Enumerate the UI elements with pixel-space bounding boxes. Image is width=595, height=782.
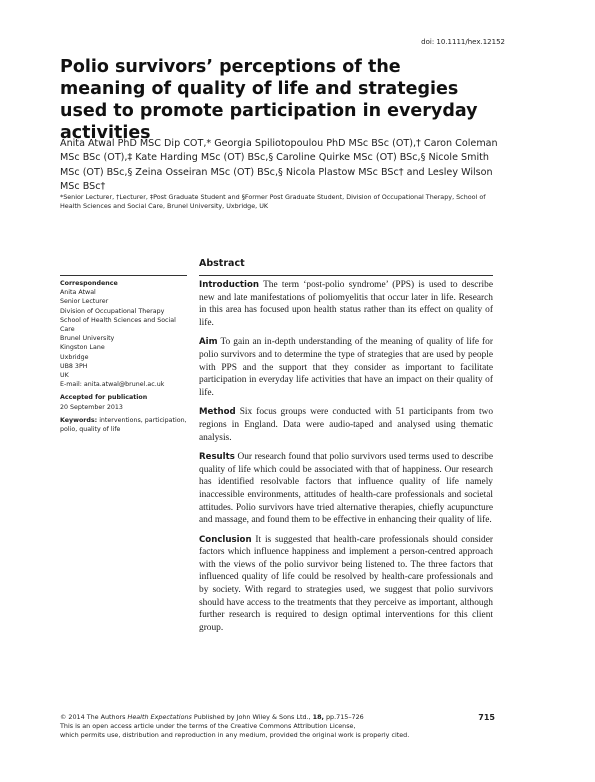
abstract-aim [199, 336, 493, 399]
abstract-conclusion [199, 534, 493, 635]
abstract-method [199, 406, 493, 444]
publisher-text: Published by John Wiley & Sons Ltd., [193, 713, 311, 721]
section-label: Method [199, 407, 236, 418]
abstract-divider [199, 275, 493, 276]
journal-name: Health Expectations [127, 713, 192, 721]
sidebar [60, 279, 192, 434]
section-text: It is suggested that health-care professionals should consider factors which influence happiness and implement a person-centred approach with the views of the polio survivor being listened to. The three factors that influenced quality of life could be resolved by health-care professionals and by society. With regard to strategies used, we suggest that polio survivors should have access to the treatments that they perceive as important, although further research is required to design optimal interventions for this client group. [199, 534, 493, 633]
section-text: To gain an in-depth understanding of the meaning of quality of life for polio survivors and to determine the type of strategies that are used by people with PPS and the support that they consider as important to facilitate participation in everyday life activities that have an impact on their quality of life. [199, 337, 493, 398]
page-number: 715 [478, 713, 495, 722]
correspondence-heading: Correspondence [60, 280, 118, 287]
section-text: Our research found that polio survivors used terms used to describe quality of life which could be associated with that of happiness. Our research has identified resolvable factors that influence quality of life namely inaccessible environments, attitudes of health-care professionals and societal attitudes. Polio survivors have tried alternative therapies, chiefly acupuncture and massage, and found them to be effective in enhancing their quality of life. [199, 452, 493, 526]
abstract-results [199, 451, 493, 527]
section-label: Introduction [199, 280, 260, 290]
correspondence-line: Senior Lecturer [60, 298, 109, 306]
volume-number: 18, [312, 713, 324, 721]
correspondence-line: Care [60, 326, 75, 334]
correspondence-email[interactable]: E-mail: anita.atwal@brunel.ac.uk [60, 381, 165, 389]
copyright-prefix: © 2014 The Authors [60, 713, 126, 721]
abstract-heading: Abstract [199, 258, 245, 269]
correspondence-line: School of Health Sciences and Social [60, 316, 176, 324]
keywords-label: Keywords: [60, 416, 98, 424]
keywords-text: interventions, participation, polio, quality of life [60, 416, 187, 434]
correspondence-line: Uxbridge [60, 353, 89, 361]
section-label: Results [199, 452, 235, 463]
article-title: Polio survivors’ perceptions of the meaning of quality of life and strategies used to promote participation in everyday activities [60, 57, 478, 143]
correspondence-line: Kingston Lane [60, 344, 105, 352]
sidebar-divider [60, 275, 187, 276]
correspondence-line: Division of Occupational Therapy [60, 307, 165, 315]
correspondence-line: Anita Atwal [60, 289, 96, 297]
keywords-block [60, 416, 192, 434]
affiliations: *Senior Lecturer, †Lecturer, ‡Post Graduate Student and §Former Post Graduate Student, Division of Occupational Therapy, School of Health Sciences and Social Care, Brunel University, Uxbridge, UK [60, 193, 486, 211]
abstract-body [199, 279, 493, 641]
section-label: Conclusion [199, 534, 252, 545]
correspondence-line: Brunel University [60, 335, 115, 343]
author-list: Anita Atwal PhD MSC Dip COT,* Georgia Spiliotopoulou PhD MSc BSc (OT),† Caron Coleman MSc BSc (OT),‡ Kate Harding MSc (OT) BSc,§ Caroline Quirke MSc (OT) BSc,§ Nicole Smith MSc (OT) BSc,§ Zeina Osseiran MSc (OT) BSc,§ Nicola Plastow MSc BSc† and Lesley Wilson MSc BSc† [60, 138, 498, 193]
section-text: The term ‘post-polio syndrome’ (PPS) is used to describe new and late manifestations of poliomyelitis that occur later in life. Research in this area has focused upon health status rather than its effect on quality of life. [199, 280, 493, 328]
copyright-line [60, 713, 495, 722]
page-footer [60, 713, 495, 740]
section-text: Six focus groups were conducted with 51 participants from two regions in England. Data were audio-taped and analysed using thematic analysis. [199, 407, 494, 443]
accepted-heading: Accepted for publication [60, 394, 148, 402]
license-line: This is an open access article under the terms of the Creative Commons Attribution License, [60, 722, 356, 730]
correspondence-line: UK [60, 372, 69, 380]
correspondence-address [60, 288, 192, 389]
accepted-date: 20 September 2013 [60, 403, 123, 411]
section-label: Aim [199, 337, 218, 348]
abstract-introduction [199, 279, 493, 329]
doi-label[interactable]: doi: 10.1111/hex.12152 [421, 38, 505, 46]
page-range: pp.715–726 [326, 713, 364, 721]
license-line: which permits use, distribution and reproduction in any medium, provided the original work is properly cited. [60, 731, 410, 739]
correspondence-line: UB8 3PH [60, 362, 88, 370]
